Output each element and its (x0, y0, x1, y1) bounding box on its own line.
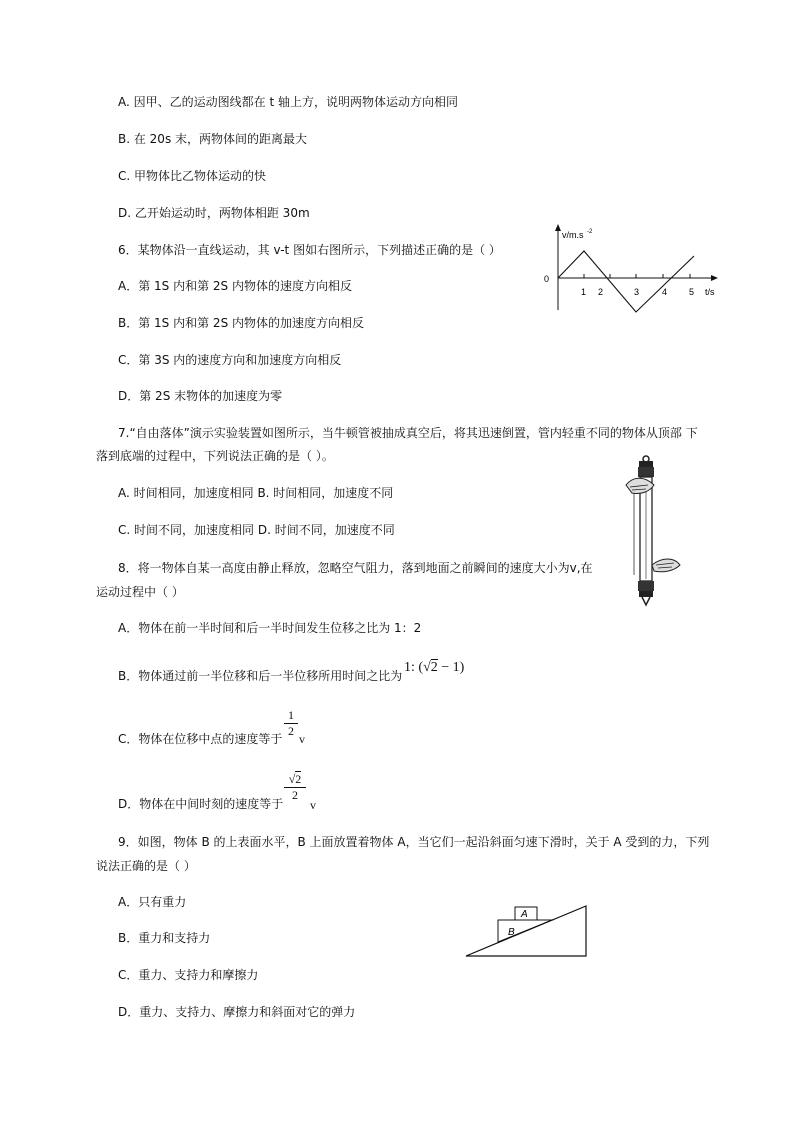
block-b (498, 920, 553, 942)
q8-c-denominator: 2 (284, 723, 298, 739)
q9-option-d: D．重力、支持力、摩擦力和斜面对它的弹力 (118, 1005, 356, 1019)
q8-b-expression (404, 660, 464, 676)
tick-label-5: 5 (689, 287, 695, 297)
q6-option-a: A．第 1S 内和第 2S 内物体的速度方向相反 (118, 279, 352, 293)
q8-c-fraction (284, 708, 298, 739)
q8-b-math-pre: 1: ( (404, 660, 424, 675)
t-axis-arrow (711, 275, 718, 281)
q8-d-fraction (284, 772, 306, 803)
q8-c-v: v (299, 732, 305, 746)
tick-label-4: 4 (662, 287, 668, 297)
q8-stem-line2: 运动过程中（ ） (96, 585, 184, 599)
q7-options-cd: C. 时间不同，加速度相同 D. 时间不同，加速度不同 (118, 523, 395, 537)
sqrt-symbol: √ (288, 772, 296, 786)
vt-graph (538, 222, 728, 330)
sqrt-symbol: √ (423, 660, 431, 675)
tick-label-3: 3 (634, 287, 640, 297)
q8-option-a: A．物体在前一半时间和后一半时间发生位移之比为 1：2 (118, 621, 422, 635)
q8-option-c: C．物体在位移中点的速度等于 (118, 732, 283, 746)
q9-option-c: C．重力、支持力和摩擦力 (118, 968, 259, 982)
q8-option-d: D．物体在中间时刻的速度等于 (118, 797, 284, 811)
q9-option-a: A．只有重力 (118, 895, 187, 909)
q9-stem-line1: 9．如图，物体 B 的上表面水平，B 上面放置着物体 A，当它们一起沿斜面匀速下滑时，关于 A 受到的力，下列 (118, 835, 710, 849)
q8-d-num-rad: 2 (295, 772, 302, 786)
incline-diagram (462, 900, 594, 962)
q5-option-d: D. 乙开始运动时，两物体相距 30m (118, 206, 310, 220)
q8-d-v: v (310, 798, 316, 812)
q8-d-denominator: 2 (284, 787, 306, 803)
label-b: B (508, 927, 515, 938)
q7-options-ab: A. 时间相同，加速度相同 B. 时间相同，加速度不同 (118, 486, 394, 500)
q9-stem-line2: 说法正确的是（ ） (96, 859, 196, 873)
q6-stem: 6．某物体沿一直线运动，其 v-t 图如右图所示，下列描述正确的是（ ） (118, 243, 501, 257)
q8-d-numerator (284, 772, 306, 787)
v-axis-label-exp: -2 (587, 229, 593, 235)
tick-label-2: 2 (598, 287, 604, 297)
q7-stem-line1: 7.“自由落体”演示实验装置如图所示，当牛顿管被抽成真空后，将其迅速倒置，管内轻重不同的物体从顶部 下 (118, 426, 698, 440)
v-axis-label: v/m.s (562, 230, 584, 240)
tick-label-1: 1 (581, 287, 587, 297)
q6-option-d: D．第 2S 末物体的加速度为零 (118, 389, 283, 403)
q8-stem-line1: 8．将一物体自某一高度由静止释放，忽略空气阻力，落到地面之前瞬间的速度大小为v,在 (118, 561, 593, 575)
q5-option-c: C. 甲物体比乙物体运动的快 (118, 169, 267, 183)
t-axis-label: t/s (705, 287, 715, 297)
q8-c-numerator: 1 (288, 708, 294, 722)
q8-b-math-rad: 2 (430, 660, 438, 675)
q6-option-c: C．第 3S 内的速度方向和加速度方向相反 (118, 353, 342, 367)
vt-line (558, 251, 694, 312)
q7-stem-line2: 落到底端的过程中，下列说法正确的是（ ）。 (96, 449, 334, 463)
label-a: A (521, 909, 528, 920)
q9-option-b: B．重力和支持力 (118, 931, 211, 945)
q6-option-b: B．第 1S 内和第 2S 内物体的加速度方向相反 (118, 316, 364, 330)
q5-option-b: B. 在 20s 末，两物体间的距离最大 (118, 132, 308, 146)
origin-label: 0 (544, 274, 550, 284)
v-axis-arrow (555, 224, 561, 231)
q8-b-math-post: − 1) (437, 660, 465, 675)
q5-option-a: A. 因甲、乙的运动图线都在 t 轴上方，说明两物体运动方向相同 (118, 95, 458, 109)
newton-tube-illustration (624, 455, 684, 607)
q8-option-b: B．物体通过前一半位移和后一半位移所用时间之比为 (118, 669, 403, 683)
